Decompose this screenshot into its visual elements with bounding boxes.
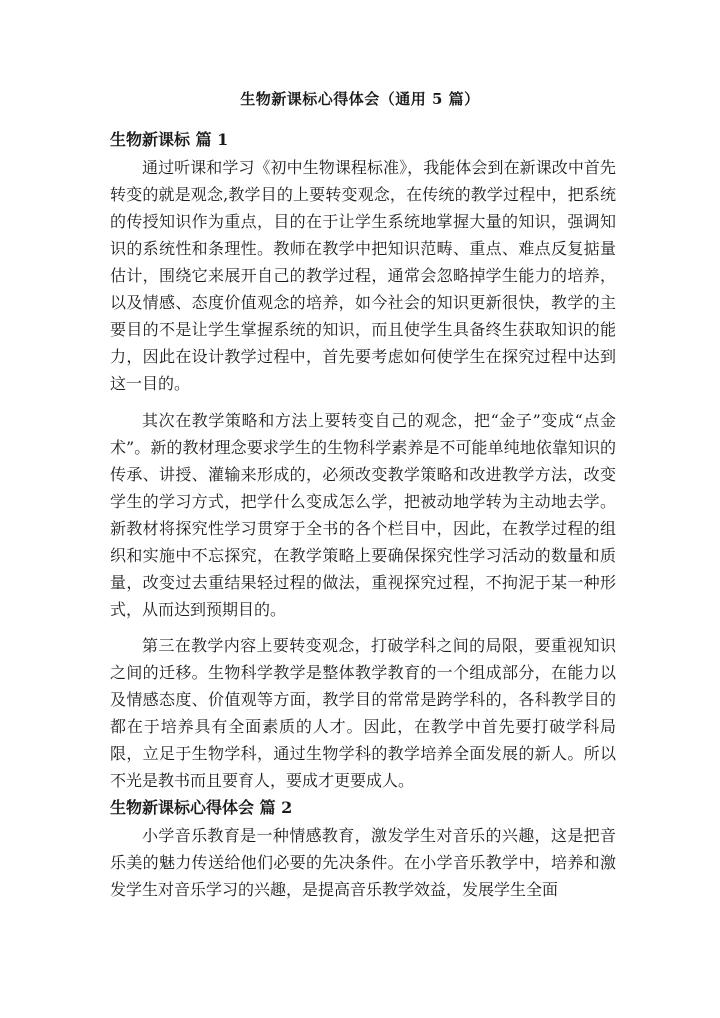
document-title: 生物新课标心得体会（通用 5 篇） — [240, 90, 480, 108]
paragraph: 第三在教学内容上要转变观念，打破学科之间的局限，要重视知识之间的迁移。生物科学教学是整体教学教育的一个组成部分，在能力以及情感态度、价值观等方面，教学目的常常是跨学科的，各科教学目的都在于培养具有全面素质的人才。因此，在教学中首先要打破学科局限，立足于生物学科，通过生物学科的教学培养全面发展的新人。所以不光是教书而且要育人，要成才更要成人。 — [110, 636, 616, 790]
paragraph: 小学音乐教育是一种情感教育，激发学生对音乐的兴趣，这是把音乐美的魅力传送给他们必要的先决条件。在小学音乐教学中，培养和激发学生对音乐学习的兴趣，是提高音乐教学效益，发展学生全面 — [110, 826, 616, 899]
section-heading-1: 生物新课标 篇 1 — [110, 130, 229, 149]
section-heading-2: 生物新课标心得体会 篇 2 — [110, 798, 293, 817]
paragraph: 通过听课和学习《初中生物课程标准》，我能体会到在新课改中首先转变的就是观念,教学目的上要转变观念，在传统的教学过程中，把系统的传授知识作为重点，目的在于让学生系统地掌握大量的知识，强调知识的系统性和条理性。教师在教学中把知识范畴、重点、难点反复掂量估计，围绕它来展开自己的教学过程，通常会忽略掉学生能力的培养，以及情感、态度价值观念的培养，如今社会的知识更新很快，教学的主要目的不是让学生掌握系统的知识，而且使学生具备终生获取知识的能力，因此在设计教学过程中，首先要考虑如何使学生在探究过程中达到这一目的。 — [110, 158, 616, 393]
paragraph: 其次在教学策略和方法上要转变自己的观念，把“金子”变成“点金术”。新的教材理念要求学生的生物科学素养是不可能单纯地依靠知识的传承、讲授、灌输来形成的，必须改变教学策略和改进教学方法，改变学生的学习方式，把学什么变成怎么学，把被动地学转为主动地去学。新教材将探究性学习贯穿于全书的各个栏目中，因此，在教学过程的组织和实施中不忘探究，在教学策略上要确保探究性学习活动的数量和质量，改变过去重结果轻过程的做法，重视探究过程，不拘泥于某一种形式，从而达到预期目的。 — [110, 411, 616, 619]
